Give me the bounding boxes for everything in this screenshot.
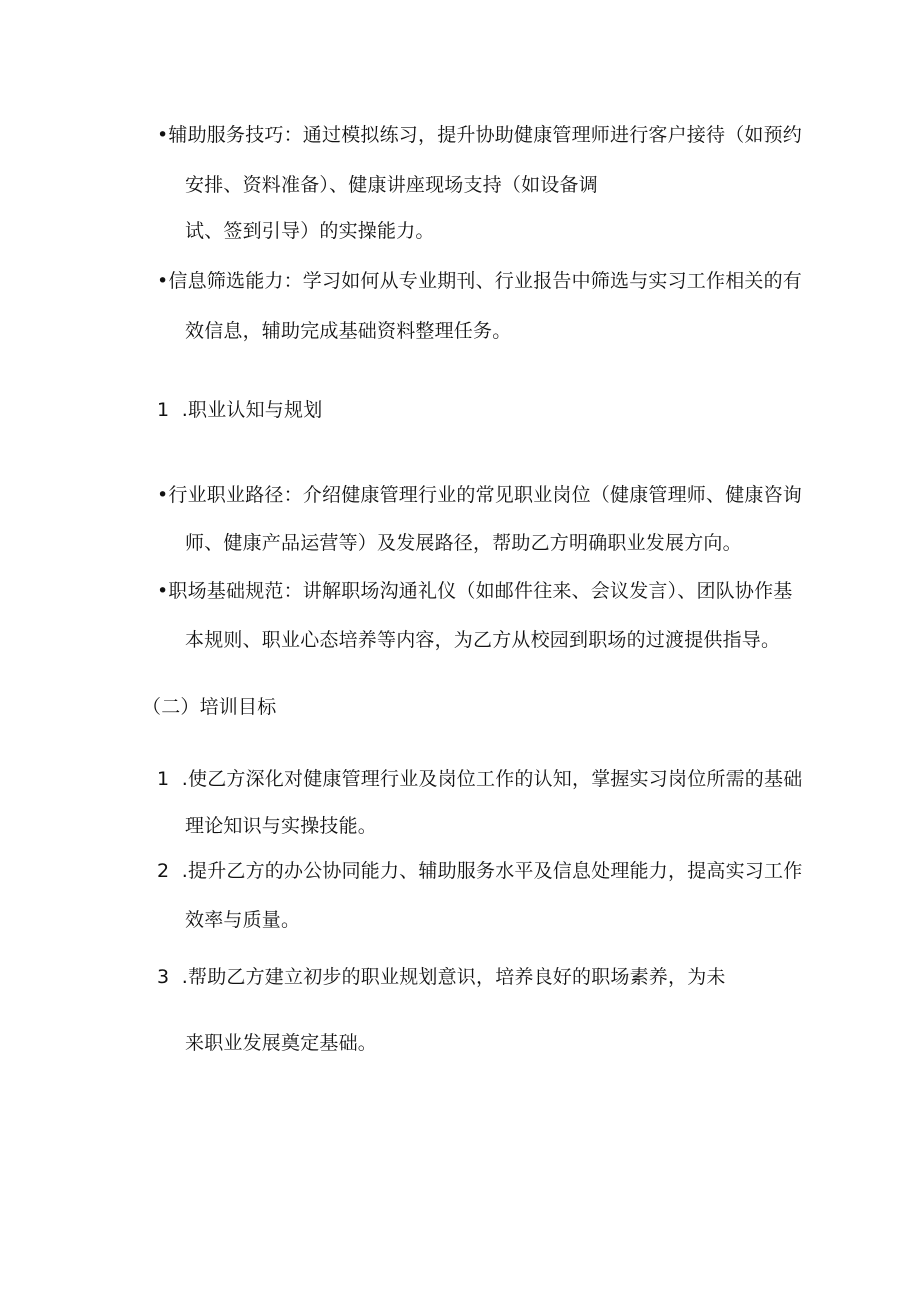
goal-3-line-2: 来职业发展奠定基础。: [185, 1032, 378, 1054]
service-skills-line-3: 试、签到引导）的实操能力。: [185, 220, 435, 242]
info-filtering-line-2: 效信息，辅助完成基础资料整理任务。: [185, 320, 512, 342]
career-section-heading: 1 .职业认知与规划: [157, 399, 323, 421]
career-path-line-2: 师、健康产品运营等）及发展路径，帮助乙方明确职业发展方向。: [185, 532, 742, 554]
service-skills-line-1: •辅助服务技巧：通过模拟练习，提升协助健康管理师进行客户接待（如预约: [157, 124, 803, 146]
goal-1-line-1: 1 .使乙方深化对健康管理行业及岗位工作的认知，掌握实习岗位所需的基础: [157, 768, 803, 790]
workplace-norms-line-2: 本规则、职业心态培养等内容，为乙方从校园到职场的过渡提供指导。: [185, 629, 781, 651]
info-filtering-line-1: •信息筛选能力：学习如何从专业期刊、行业报告中筛选与实习工作相关的有: [157, 270, 803, 292]
goal-1-line-2: 理论知识与实操技能。: [185, 815, 378, 837]
career-path-line-1: •行业职业路径：介绍健康管理行业的常见职业岗位（健康管理师、健康咨询: [157, 484, 803, 506]
workplace-norms-line-1: •职场基础规范：讲解职场沟通礼仪（如邮件往来、会议发言）、团队协作基: [157, 580, 793, 602]
goal-3-line-1: 3 .帮助乙方建立初步的职业规划意识，培养良好的职场素养，为未: [157, 966, 726, 988]
goal-2-line-1: 2 .提升乙方的办公协同能力、辅助服务水平及信息处理能力，提高实习工作: [157, 860, 803, 882]
training-goals-heading: （二）培训目标: [142, 696, 277, 718]
service-skills-line-2: 安排、资料准备）、健康讲座现场支持（如设备调: [185, 174, 598, 196]
goal-2-line-2: 效率与质量。: [185, 909, 301, 931]
